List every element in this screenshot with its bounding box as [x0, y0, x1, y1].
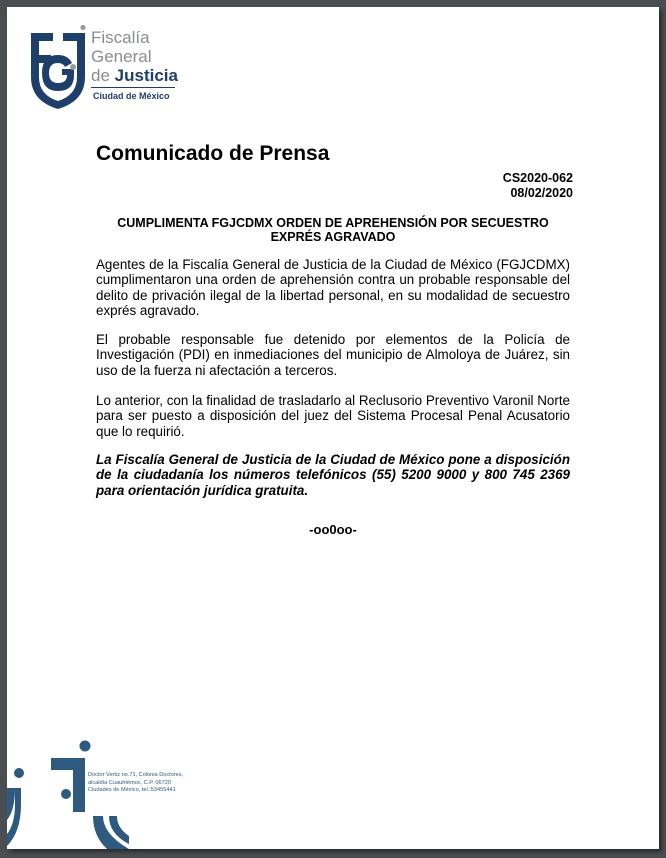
document-page: [7, 7, 659, 849]
contact-paragraph: La Fiscalía General de Justicia de la Ciudad de México pone a disposición de la ciudadanía los números telefónicos (55) 5200 9000 y 800 745 2369 para orientación jurídica gratuita.: [96, 452, 570, 498]
document-date: 08/02/2020: [510, 186, 573, 200]
paragraph-2: El probable responsable fue detenido por elementos de la Policía de Investigación (PDI) en inmediaciones del municipio de Almoloya de Juárez, sin uso de la fuerza ni afectación a terceros.: [96, 332, 570, 378]
reference-number: CS2020-062: [502, 171, 573, 185]
fgj-logo: [27, 25, 187, 109]
press-headline: [96, 216, 570, 244]
headline-line-2: EXPRÉS AGRAVADO: [270, 230, 396, 244]
closing-mark: -oo0oo-: [309, 522, 357, 537]
address-line-2: alcaldía Cuauhtémoc, C.P. 06720: [88, 779, 171, 786]
logo-line-justicia: [91, 66, 178, 85]
paragraph-3: Lo anterior, con la finalidad de trasladarlo al Reclusorio Preventivo Varonil Norte para ser puesto a disposición del juez del Sistema Procesal Penal Acusatorio que lo requirió.: [96, 393, 570, 439]
document-title: Comunicado de Prensa: [96, 142, 330, 165]
headline-line-1: CUMPLIMENTA FGJCDMX ORDEN DE APREHENSIÓN POR SECUESTRO: [117, 216, 549, 230]
logo-justicia: Justicia: [114, 66, 178, 85]
fgj-emblem-icon: [27, 25, 89, 109]
logo-line-fiscalia: Fiscalía: [91, 28, 150, 47]
address-line-1: Doctor Vertiz no.71, Colonia Doctores,: [88, 772, 184, 778]
logo-de: de: [91, 66, 110, 85]
paragraph-1: Agentes de la Fiscalía General de Justicia de la Ciudad de México (FGJCDMX) cumplimentaron una orden de aprehensión contra un probable responsable del delito de privación ilegal de la libertad personal, en su modalidad de secuestro exprés agravado.: [96, 257, 570, 319]
footer-address: [88, 772, 183, 795]
logo-wordmark: [91, 28, 178, 85]
logo-line-general: General: [91, 47, 152, 66]
logo-city: Ciudad de México: [93, 91, 170, 101]
address-line-3: Ciudades de México, tel.:53455441: [88, 787, 176, 794]
logo-divider: [91, 87, 175, 88]
document-reference-block: [503, 171, 573, 201]
